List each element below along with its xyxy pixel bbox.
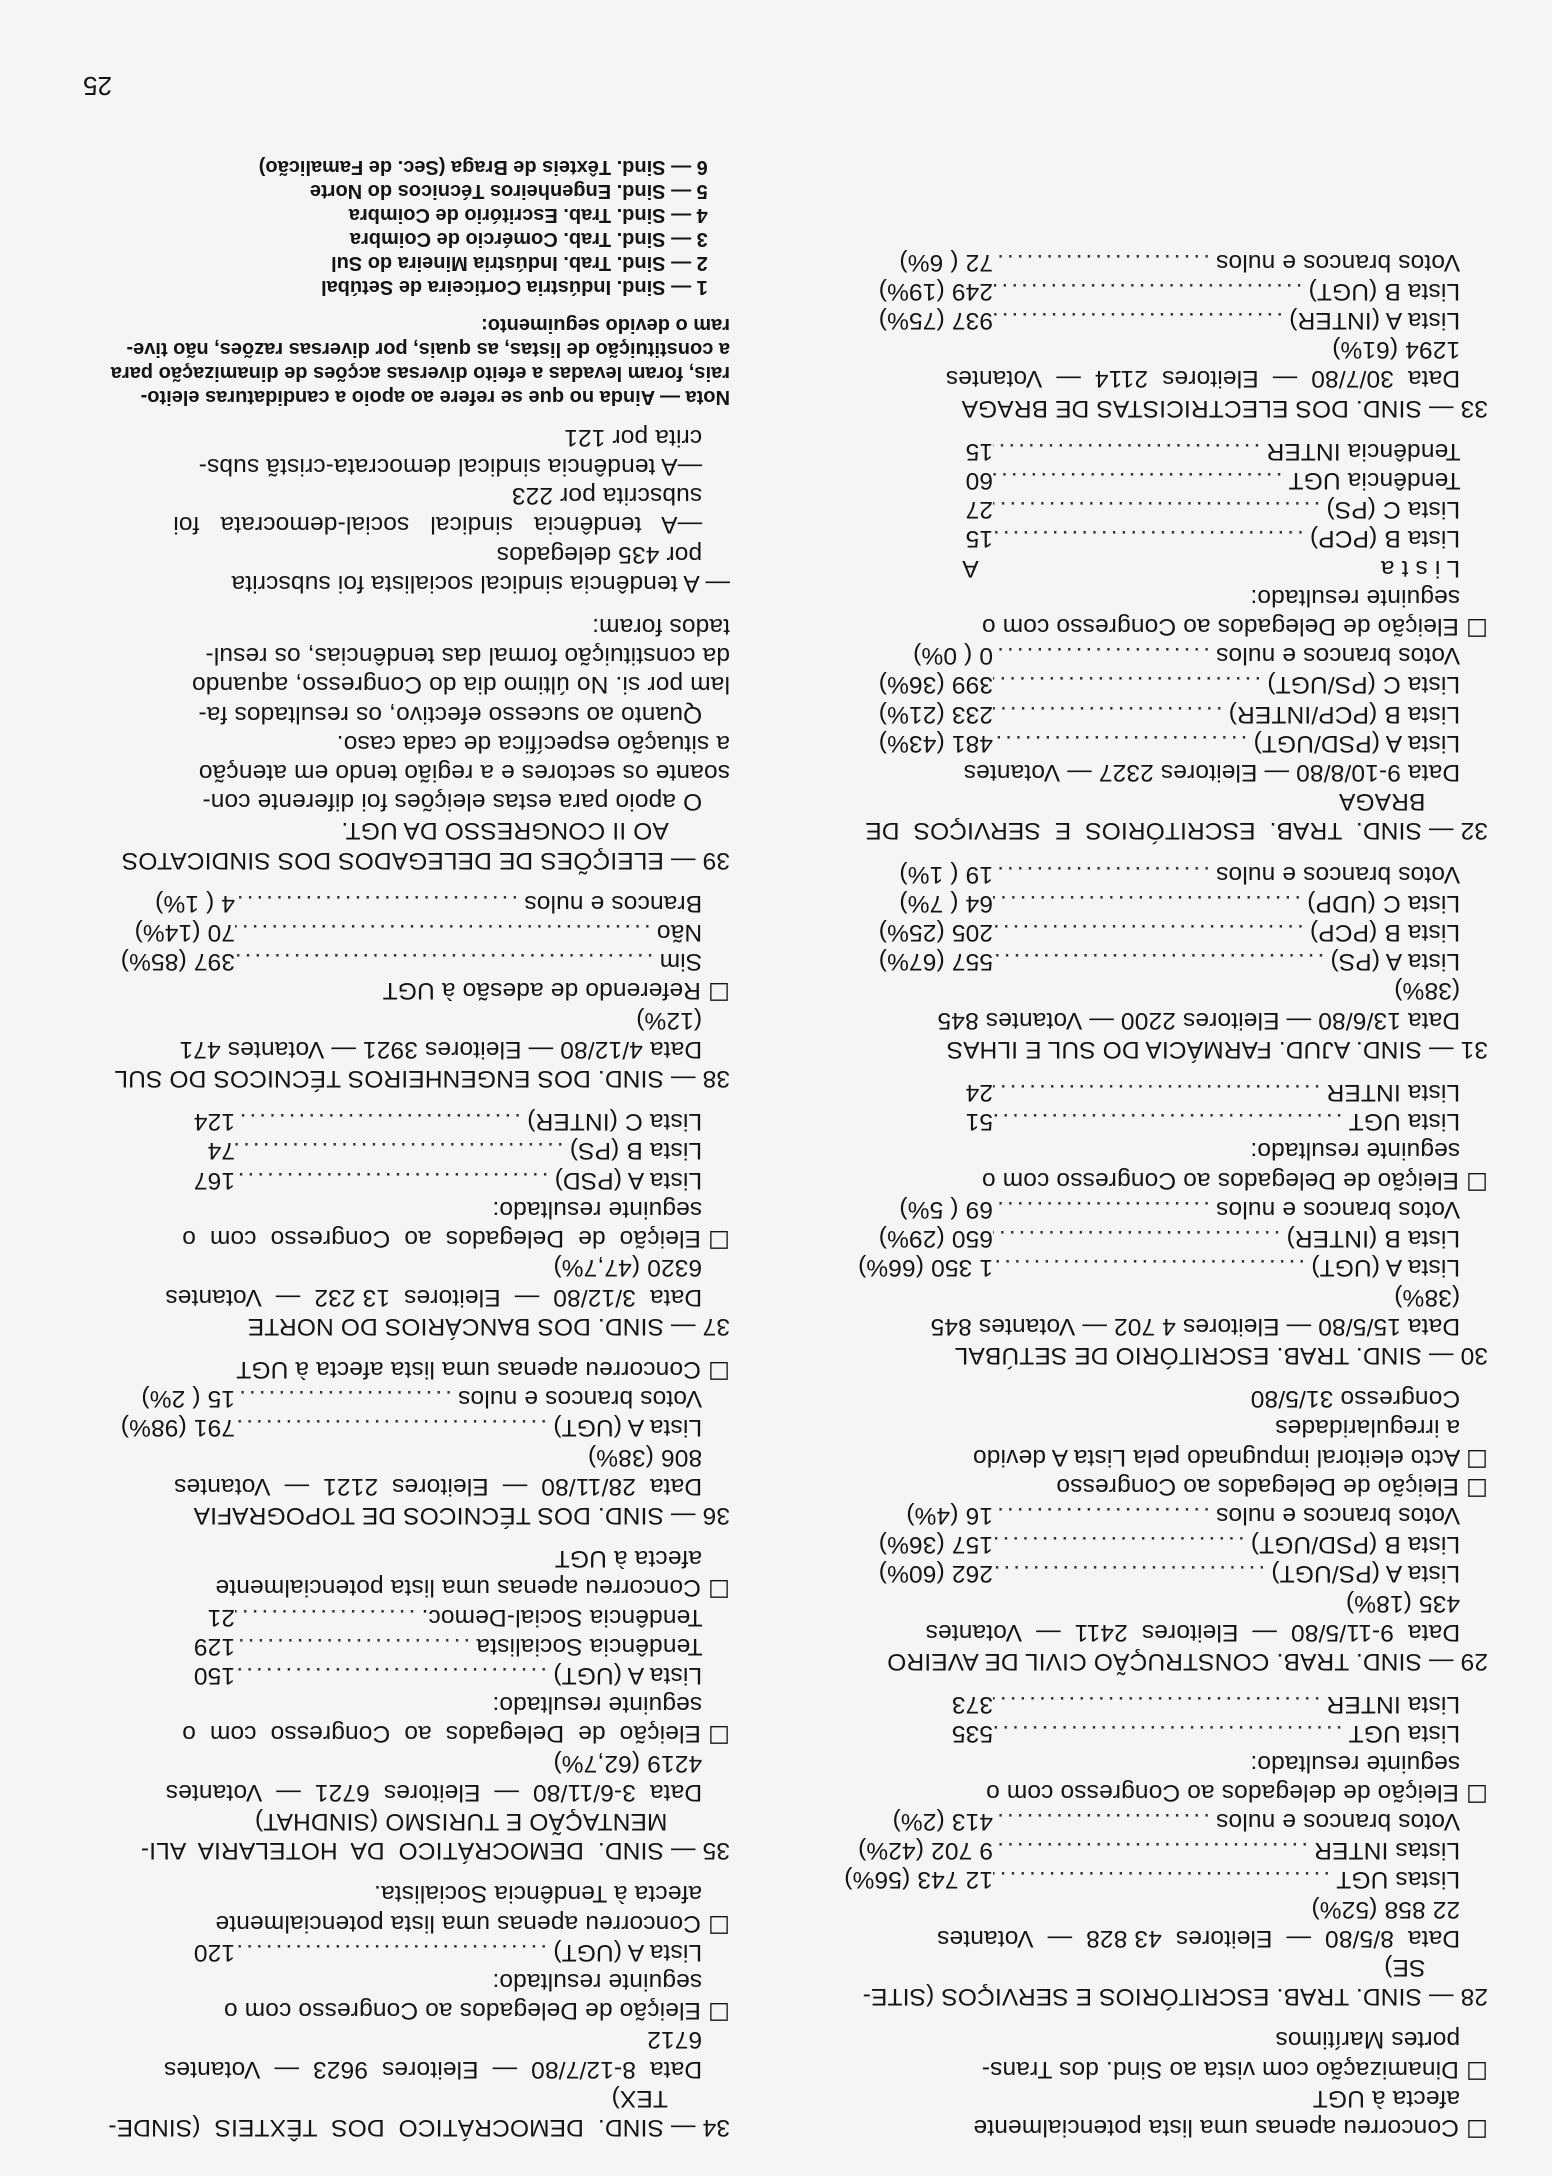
text-line: ☐ Concorreu apenas uma lista potencialmente [215,1574,730,1602]
text-line: Congresso 31/5/80 [1250,1385,1488,1413]
result-label: Lista UGT [1348,1108,1488,1136]
note-line: Nota — Ainda no que se refere ao apoio a candidaturas eleito- [140,385,730,408]
result-label: Lista A (PS) [1330,948,1488,976]
right-column [65,155,730,2142]
dot-leader [993,1501,1216,1530]
result-value: 24 [965,1079,993,1107]
dot-leader [993,277,1308,306]
text-line: 39 — ELEIÇÕES DE DELEGADOS DOS SINDICATOS [121,846,730,874]
dot-leader [993,1719,1349,1748]
page-number: 25 [83,71,112,101]
result-label: Lista A (PSD/UGT) [1253,729,1488,757]
dot-leader [993,947,1330,976]
result-label: Lista A (PSD) [554,1166,730,1194]
result-label: Lista B (PCP/INTER) [1228,700,1488,728]
text-line: soante os sectores e a região tendo em atenção [198,759,730,787]
result-value: 0 ( 0%) [912,642,993,670]
result-label: Votos brancos e nulos [1215,1807,1488,1835]
result-label: Votos brancos e nulos [1215,642,1488,670]
result-value: 12 743 (56%) [844,1866,993,1894]
result-row [823,1530,1488,1559]
text-line: L i s t a A [962,554,1488,582]
result-value: 413 (2%) [892,1807,993,1835]
dot-leader [235,1384,458,1413]
result-label: Brancos e nulos [524,889,730,917]
dot-leader [993,1107,1349,1136]
result-row [65,1107,730,1136]
result-label: Tendência Socialista [476,1632,730,1660]
text-line: 4219 (62,7%) [553,1749,730,1777]
result-row [65,1602,730,1631]
result-value: 16 (4%) [906,1501,993,1529]
text-line: 806 (38%) [587,1443,730,1471]
text-line: Data 15/5/80 — Eleitores 4 702 — Votantes 845 [930,1312,1488,1340]
result-value: 9 702 (42%) [857,1837,993,1865]
text-line: MENTAÇÃO E TURISMO (SINDHAT) [254,1807,730,1835]
result-row [823,1107,1488,1136]
dot-leader [993,889,1307,918]
text-line: crita por 121 [564,423,730,451]
result-label: Lista B (PS) [569,1137,730,1165]
result-value: 262 (60%) [878,1560,993,1588]
text-line: ☐ Dinamização com vista ao Sind. dos Trans- [981,2055,1488,2083]
text-line: SE) [1384,1953,1488,1981]
result-row [823,1501,1488,1530]
result-value: 399 (36%) [878,671,993,699]
result-row [823,1559,1488,1588]
result-label: Tendência Social-Democ. [421,1603,730,1631]
text-line: a situação específica de cada caso. [336,729,730,757]
note-line: 3 — Sind. Trab. Comércio de Coimbra [349,227,730,250]
result-row [823,889,1488,918]
text-line: seguinte resultado: [1250,1749,1488,1777]
result-row [823,1690,1488,1719]
result-label: Listas UGT [1336,1866,1488,1894]
text-line: 6320 (47,7%) [553,1254,730,1282]
result-value: 15 [965,437,993,465]
dot-leader [993,1807,1216,1836]
result-value: 397 (85%) [120,948,235,976]
result-row [823,466,1488,495]
result-label: Lista B (PCP) [1309,525,1488,553]
spacer [65,598,730,612]
text-line: — A tendência sindical socialista foi subscrita [231,569,730,597]
result-label: Lista C (PS/UGT) [1267,671,1488,699]
result-row [65,1938,730,1967]
dot-leader [993,1865,1336,1894]
result-row [65,947,730,976]
text-line: 35 — SIND. DEMOCRÁTICO DA HOTELARIA ALI- [140,1837,730,1865]
result-row [823,729,1488,758]
result-value: 4 ( 1%) [154,889,235,917]
result-row [823,277,1488,306]
result-value: 27 [965,496,993,524]
result-label: Lista A (PS/UGT) [1271,1560,1488,1588]
result-row [65,1136,730,1165]
result-value: 205 (25%) [878,919,993,947]
result-value: 937 (75%) [878,307,993,335]
result-row [823,918,1488,947]
dot-leader [235,918,657,947]
result-row [65,1166,730,1195]
note-line: ram o devido seguimento: [481,313,730,336]
result-row [65,1661,730,1690]
result-label: Lista B (PCP) [1309,919,1488,947]
text-line: (12%) [636,1006,730,1034]
text-line: 22 858 (52%) [1311,1895,1488,1923]
dot-leader [993,1224,1286,1253]
result-row [823,1807,1488,1836]
text-line: ☐ Referendo de adesão à UGT [382,977,730,1005]
spacer [65,1865,730,1879]
dot-leader [993,699,1229,728]
spacer [65,1093,730,1107]
result-value: 15 [965,525,993,553]
result-row [823,524,1488,553]
text-line: 435 (18%) [1345,1589,1488,1617]
text-line: Data 8/5/80 — Eleitores 43 828 — Votantes [936,1924,1488,1952]
text-line: —A tendência sindical social-democrata foi [173,511,730,539]
result-row [823,1224,1488,1253]
spacer [823,423,1488,437]
dot-leader [993,437,1266,466]
result-row [65,1632,730,1661]
dot-leader [993,306,1289,335]
text-line: Data 28/11/80 — Eleitores 2121 — Votantes [173,1472,730,1500]
spacer [65,409,730,423]
dot-leader [235,1107,527,1136]
text-line: Data 9-10/8/80 — Eleitores 2327 — Votantes [963,759,1488,787]
text-line: ☐ Concorreu apenas uma lista afecta à UGT [236,1355,730,1383]
text-line: 6712 [647,2026,730,2054]
result-value: 64 ( 7%) [899,889,993,917]
result-row [823,1719,1488,1748]
left-column [823,247,1488,2142]
result-row [65,918,730,947]
dot-leader [993,466,1288,495]
result-value: 650 (29%) [878,1225,993,1253]
result-value: 74 [207,1137,235,1165]
dot-leader [235,1413,553,1442]
result-label: Listas INTER [1314,1837,1488,1865]
note-line: 6 — Sind. Têxteis de Braga (Sec. de Famalicão) [258,155,730,178]
spacer [823,1676,1488,1690]
text-line: ☐ Eleição de Delegados ao Congresso com o [182,1225,730,1253]
dot-leader [993,641,1216,670]
result-value: 69 ( 5%) [899,1195,993,1223]
text-line: 32 — SIND. TRAB. ESCRITÓRIOS E SERVIÇOS DE [865,817,1488,845]
text-line: AO II CONGRESSO DA UGT. [341,817,730,845]
text-line: 31 — SIND. AJUD. FARMÁCIA DO SUL E ILHAS [946,1035,1488,1063]
dot-leader [235,1938,553,1967]
result-row [823,670,1488,699]
result-value: 19 ( 1%) [899,860,993,888]
result-row [823,1253,1488,1282]
result-label: Lista A (INTER) [1289,307,1488,335]
result-row [823,247,1488,276]
note-line: 4 — Sind. Trab. Escritório de Coimbra [348,203,730,226]
result-label: Lista A (UGT) [553,1414,730,1442]
dot-leader [993,1253,1311,1282]
dot-leader [235,1166,555,1195]
result-row [65,1384,730,1413]
dot-leader [993,1195,1216,1224]
note-line: 2 — Sind. Trab. Indústria Mineira do Sul [331,251,730,274]
text-line: por 435 delegados [496,540,730,568]
note-line: a constituição de listas, as quais, por diversas razões, não tive- [126,337,730,360]
result-label: Não [656,919,730,947]
result-row [823,437,1488,466]
result-value: 129 [193,1632,235,1660]
dot-leader [993,1690,1326,1719]
result-label: Votos brancos e nulos [1215,1501,1488,1529]
result-value: 249 (19%) [878,277,993,305]
text-line: TEX) [611,2084,730,2112]
result-value: 1 350 (66%) [857,1254,993,1282]
text-line: 34 — SIND. DEMOCRÁTICO DOS TÊXTEIS (SINDE- [108,2114,730,2141]
note-line: 1 — Sind. Indústria Corticeira de Setúbal [321,275,730,298]
text-line: BRAGA [1338,788,1488,816]
note-line: rais, foram levadas a efeito diversas acções de dinamização para [110,361,730,384]
result-value: 481 (43%) [878,729,993,757]
text-line: portes Marítimos [1275,2026,1488,2054]
text-line: —A tendência sindical democrata-cristã subs- [198,453,730,481]
text-line: 38 — SIND. DOS ENGENHEIROS TÉCNICOS DO SUL [114,1065,730,1093]
spacer [823,845,1488,859]
text-line: seguinte resultado: [492,1691,730,1719]
text-line: tados foram: [592,613,730,641]
text-line: 30 — SIND. TRAB. ESCRITÓRIO DE SETÚBAL [954,1341,1488,1369]
result-value: 167 [193,1166,235,1194]
result-label: Tendência UGT [1288,467,1488,495]
result-label: Lista INTER [1326,1079,1488,1107]
note-line: 5 — Sind. Engenheiros Técnicos do Norte [309,179,730,202]
result-value: 51 [965,1108,993,1136]
text-line: 36 — SIND. DOS TÉCNICOS DE TOPOGRAFIA [193,1501,730,1529]
result-value: 373 [951,1691,993,1719]
dot-leader [235,1632,476,1661]
text-line: Data 8-12/7/80 — Eleitores 9623 — Votantes [163,2055,730,2083]
text-line: Data 4/12/80 — Eleitores 3921 — Votantes 471 [179,1035,730,1063]
result-label: Lista B (UGT) [1308,277,1488,305]
text-line: Data 3-6/11/80 — Eleitores 6721 — Votantes [165,1778,730,1806]
result-value: 15 ( 2%) [141,1385,235,1413]
text-line: a irregularidades [1275,1414,1488,1442]
text-line: Quanto ao sucesso efectivo, os resultados fa- [198,700,730,728]
result-value: 120 [193,1938,235,1966]
result-row [823,495,1488,524]
spacer [65,875,730,889]
result-label: Lista B (PSD/UGT) [1250,1531,1488,1559]
result-value: 150 [193,1661,235,1689]
spacer [823,1064,1488,1078]
result-value: 791 (98%) [120,1414,235,1442]
text-line: afecta à UGT [554,1545,730,1573]
result-row [65,1413,730,1442]
text-line: seguinte resultado: [492,1967,730,1995]
text-line: ☐ Eleição de delegados ao Congresso com o [985,1778,1488,1806]
text-line: ☐ Eleição de Delegados ao Congresso [1056,1472,1488,1500]
text-line: 29 — SIND. TRAB. CONSTRUÇÃO CIVIL DE AVEIRO [887,1647,1488,1675]
text-line: lam por si. No último dia do Congresso, aquando [191,671,730,699]
dot-leader [993,1836,1314,1865]
text-line: Data 3/12/80 — Eleitores 13 232 — Votantes [165,1283,730,1311]
text-line: (38%) [1394,977,1488,1005]
result-row [823,306,1488,335]
result-value: 72 ( 6%) [899,248,993,276]
dot-leader [993,1559,1271,1588]
text-line: seguinte resultado: [492,1195,730,1223]
result-value: 157 (36%) [878,1531,993,1559]
result-value: 124 [193,1108,235,1136]
text-line: O apoio para estas eleições foi diferente con- [202,788,730,816]
text-line: 37 — SIND. DOS BANCÁRIOS DO NORTE [247,1312,730,1340]
text-line: Data 13/6/80 — Eleitores 2200 — Votantes 845 [937,1006,1488,1034]
spacer [65,299,730,313]
result-label: Votos brancos e nulos [457,1385,730,1413]
result-row [823,1836,1488,1865]
text-line: Data 9-11/5/80 — Eleitores 2411 — Votantes [925,1618,1488,1646]
text-line: ☐ Concorreu apenas uma lista potencialmente [973,2114,1488,2141]
result-value: 557 (67%) [878,948,993,976]
result-value: 70 (14%) [134,919,235,947]
spacer [65,1530,730,1544]
result-label: Lista B (INTER) [1286,1225,1488,1253]
result-value: 535 [951,1720,993,1748]
text-line: 1294 (61%) [1332,336,1488,364]
dot-leader [235,1661,553,1690]
result-label: Lista C (UDP) [1307,889,1488,917]
result-label: Lista C (PS) [1326,496,1488,524]
text-line: ☐ Eleição de Delegados ao Congresso com o [182,1720,730,1748]
result-label: Lista C (INTER) [527,1108,730,1136]
dot-leader [235,947,660,976]
text-line: seguinte resultado: [1250,1137,1488,1165]
result-label: Lista A (UGT) [553,1938,730,1966]
text-line: ☐ Concorreu apenas uma lista potencialmente [215,1909,730,1937]
result-label: Tendência INTER [1266,437,1488,465]
dot-leader [993,918,1310,947]
result-value: 21 [207,1603,235,1631]
text-line: ☐ Acto eleitoral impugnado pela Lista A devido [972,1443,1488,1471]
result-row [823,641,1488,670]
spacer [65,1341,730,1355]
text-line: ☐ Eleição de Delegados ao Congresso com o [981,613,1488,641]
result-label: Votos brancos e nulos [1215,860,1488,888]
dot-leader [235,1136,570,1165]
spacer [823,2011,1488,2025]
result-label: Lista INTER [1326,1691,1488,1719]
text-line: 33 — SIND. DOS ELECTRICISTAS DE BRAGA [961,394,1488,422]
result-label: Lista A (UGT) [553,1661,730,1689]
result-label: Lista A (UGT) [1311,1254,1488,1282]
text-line: ☐ Eleição de Delegados ao Congresso com o [981,1166,1488,1194]
result-row [823,1865,1488,1894]
result-row [823,1195,1488,1224]
text-line: afecta à UGT [1312,2084,1488,2112]
dot-leader [235,1602,421,1631]
result-label: Lista UGT [1348,1720,1488,1748]
dot-leader [993,1078,1326,1107]
text-line: ☐ Eleição de Delegados ao Congresso com o [223,1997,730,2025]
dot-leader [993,670,1267,699]
dot-leader [993,247,1216,276]
result-label: Sim [659,948,730,976]
text-line: Data 30/7/80 — Eleitores 2114 — Votantes [945,365,1488,393]
result-value: 60 [965,467,993,495]
dot-leader [993,1530,1251,1559]
text-line: da constituição formal das tendências, os resul- [205,642,730,670]
dot-leader [993,729,1253,758]
text-line: subscrita por 223 [511,482,730,510]
spacer [823,1370,1488,1384]
text-line: (38%) [1394,1283,1488,1311]
result-row [823,1078,1488,1107]
result-row [65,889,730,918]
text-line: 28 — SIND. TRAB. ESCRITÓRIOS E SERVIÇOS (SITE- [862,1983,1488,2011]
result-value: 233 (21%) [878,700,993,728]
result-row [823,947,1488,976]
result-label: Votos brancos e nulos [1215,1195,1488,1223]
dot-leader [235,889,524,918]
dot-leader [993,859,1216,888]
dot-leader [993,495,1326,524]
text-line: seguinte resultado: [1250,583,1488,611]
result-label: Votos brancos e nulos [1215,248,1488,276]
result-row [823,859,1488,888]
dot-leader [993,524,1310,553]
text-line: afecta à Tendência Socialista. [373,1880,730,1908]
result-row [823,699,1488,728]
